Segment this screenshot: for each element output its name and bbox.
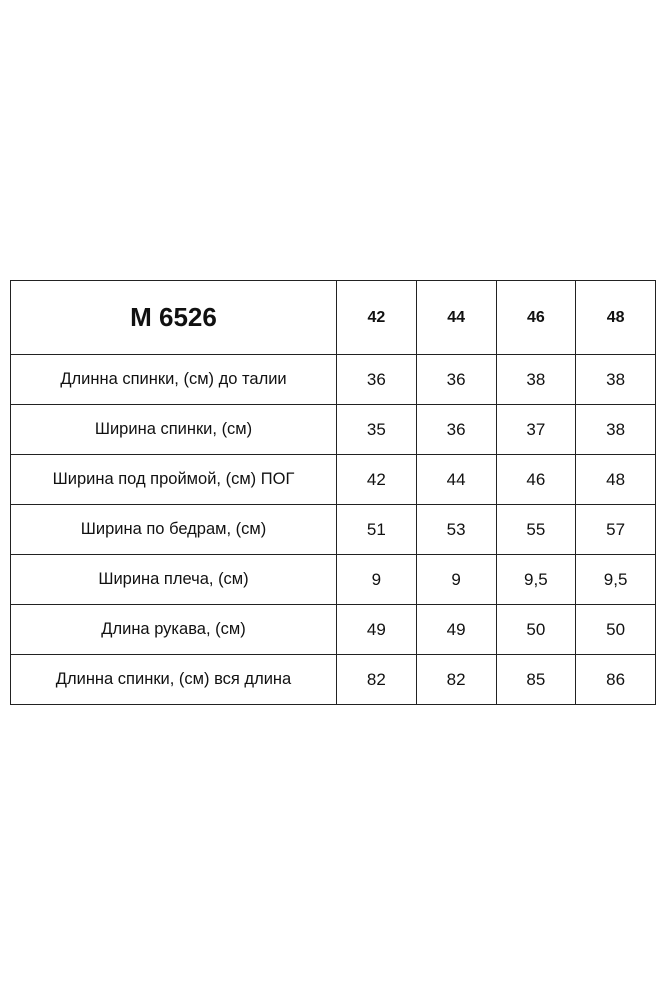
table-cell: 86: [576, 655, 656, 705]
table-row: [11, 655, 656, 705]
row-label: Длина рукава, (см): [11, 605, 337, 655]
row-label: Длинна спинки, (см) вся длина: [11, 655, 337, 705]
table-cell: 38: [496, 355, 576, 405]
table-cell: 85: [496, 655, 576, 705]
table-cell: 48: [576, 455, 656, 505]
table-cell: 37: [496, 405, 576, 455]
table-row: [11, 555, 656, 605]
table-cell: 35: [337, 405, 417, 455]
table-row: [11, 505, 656, 555]
table-cell: 50: [576, 605, 656, 655]
table-cell: 51: [337, 505, 417, 555]
row-label: Ширина по бедрам, (см): [11, 505, 337, 555]
table-cell: 49: [337, 605, 417, 655]
table-cell: 38: [576, 405, 656, 455]
table-cell: 9: [337, 555, 417, 605]
table-cell: 49: [416, 605, 496, 655]
table-cell: 42: [337, 455, 417, 505]
table-cell: 9,5: [496, 555, 576, 605]
row-label: Ширина спинки, (см): [11, 405, 337, 455]
table-cell: 38: [576, 355, 656, 405]
row-label: Длинна спинки, (см) до талии: [11, 355, 337, 405]
size-header-42: 42: [337, 281, 417, 355]
size-header-48: 48: [576, 281, 656, 355]
table-cell: 50: [496, 605, 576, 655]
table-cell: 36: [337, 355, 417, 405]
table-cell: 9,5: [576, 555, 656, 605]
model-number: M 6526: [11, 281, 337, 355]
table-cell: 53: [416, 505, 496, 555]
table-header-row: [11, 281, 656, 355]
table-cell: 36: [416, 355, 496, 405]
row-label: Ширина под проймой, (см) ПОГ: [11, 455, 337, 505]
size-header-44: 44: [416, 281, 496, 355]
table-cell: 9: [416, 555, 496, 605]
row-label: Ширина плеча, (см): [11, 555, 337, 605]
table-cell: 55: [496, 505, 576, 555]
table-cell: 36: [416, 405, 496, 455]
size-header-46: 46: [496, 281, 576, 355]
table-row: [11, 405, 656, 455]
size-chart-table: [10, 280, 656, 705]
table-row: [11, 605, 656, 655]
table-row: [11, 355, 656, 405]
table-cell: 82: [416, 655, 496, 705]
table-cell: 82: [337, 655, 417, 705]
table-cell: 57: [576, 505, 656, 555]
table-row: [11, 455, 656, 505]
table-cell: 46: [496, 455, 576, 505]
table-cell: 44: [416, 455, 496, 505]
